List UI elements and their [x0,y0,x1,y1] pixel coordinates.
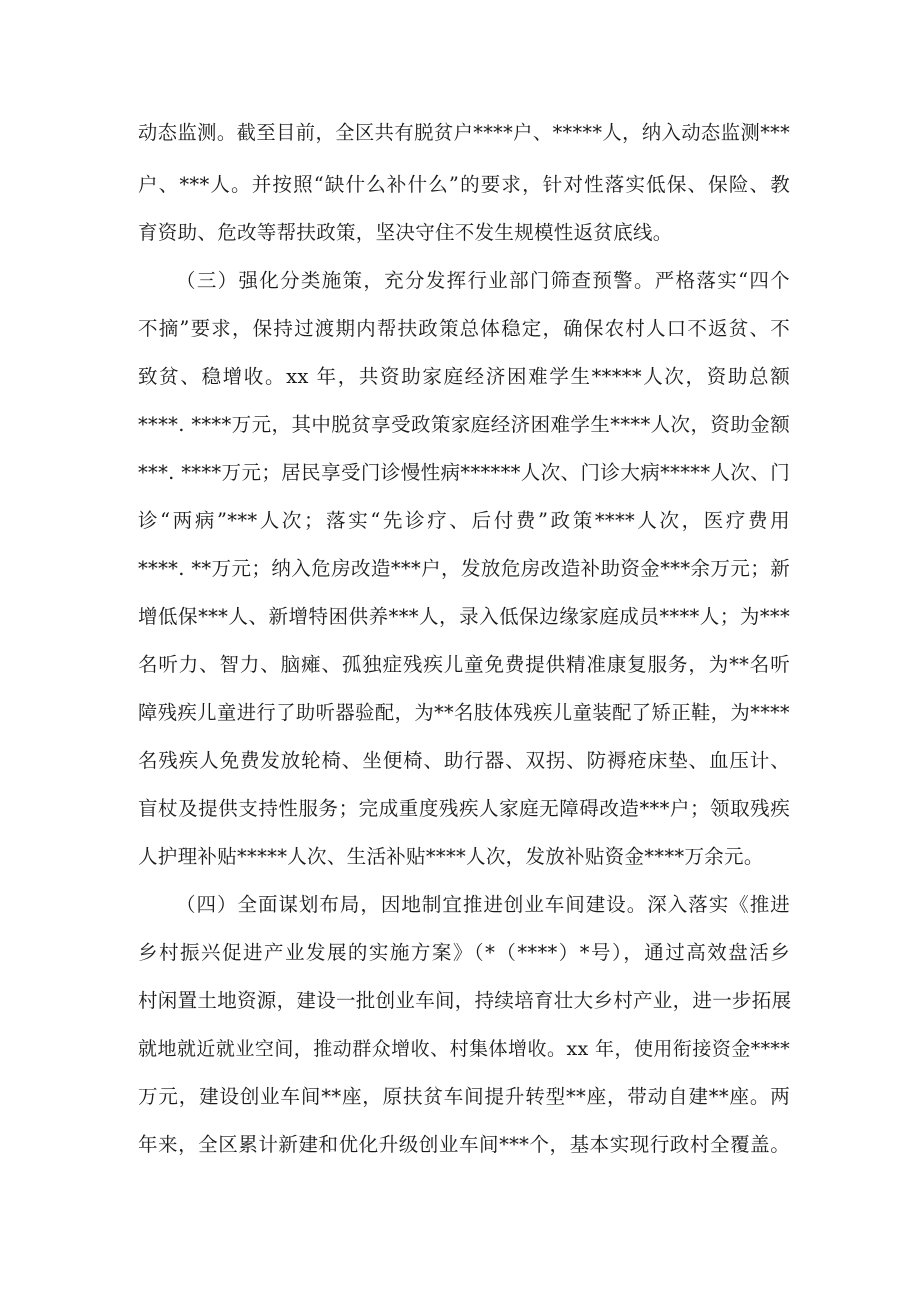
text-line: 万元，建设创业车间**座，原扶贫车间提升转型**座，带动自建**座。两 [138,1085,790,1108]
text-line: 名残疾人免费发放轮椅、坐便椅、助行器、双拐、防褥疮床垫、血压计、 [138,749,790,772]
text-line: 动态监测。截至目前，全区共有脱贫户****户、*****人，纳入动态监测*** [138,121,790,144]
text-line: 年来，全区累计新建和优化升级创业车间***个，基本实现行政村全覆盖。 [138,1133,790,1156]
section-3-heading-line: （三）强化分类施策，充分发挥行业部门筛查预警。严格落实“四个 [176,269,790,292]
text-line: 户、***人。并按照“缺什么补什么”的要求，针对性落实低保、保险、教 [138,173,790,196]
text-line: ****. ****万元，其中脱贫享受政策家庭经济困难学生****人次，资助金额 [138,413,790,436]
text-line: 乡村振兴促进产业发展的实施方案》（*（****）*号），通过高效盘活乡 [138,941,790,964]
text-line: ****. **万元；纳入危房改造***户，发放危房改造补助资金***余万元；新 [138,557,790,580]
text-line: 障残疾儿童进行了助听器验配，为**名肢体残疾儿童装配了矫正鞋，为**** [138,701,790,724]
text-line: 村闲置土地资源，建设一批创业车间，持续培育壮大乡村产业，进一步拓展 [138,989,792,1012]
text-line: 育资助、危改等帮扶政策，坚决守住不发生规模性返贫底线。 [138,221,673,244]
text-line: 名听力、智力、脑瘫、孤独症残疾儿童免费提供精准康复服务，为**名听 [138,653,790,676]
text-line: 人护理补贴*****人次、生活补贴****人次，发放补贴资金****万余元。 [138,845,764,868]
text-line: 致贫、稳增收。xx 年，共资助家庭经济困难学生*****人次，资助总额 [138,365,790,388]
section-4-heading-line: （四）全面谋划布局，因地制宜推进创业车间建设。深入落实《推进 [176,893,790,916]
text-line: 盲杖及提供支持性服务；完成重度残疾人家庭无障碍改造***户；领取残疾 [138,797,790,820]
text-line: 诊“两病”***人次；落实“先诊疗、后付费”政策****人次，医疗费用 [138,509,790,532]
text-line: 就地就近就业空间，推动群众增收、村集体增收。xx 年，使用衔接资金**** [138,1038,790,1060]
text-line: 不摘”要求，保持过渡期内帮扶政策总体稳定，确保农村人口不返贫、不 [138,317,790,340]
text-line: 增低保***人、新增特困供养***人，录入低保边缘家庭成员****人；为*** [138,605,790,628]
text-line: ***. ****万元；居民享受门诊慢性病******人次、门诊大病*****人次、门 [138,461,790,484]
